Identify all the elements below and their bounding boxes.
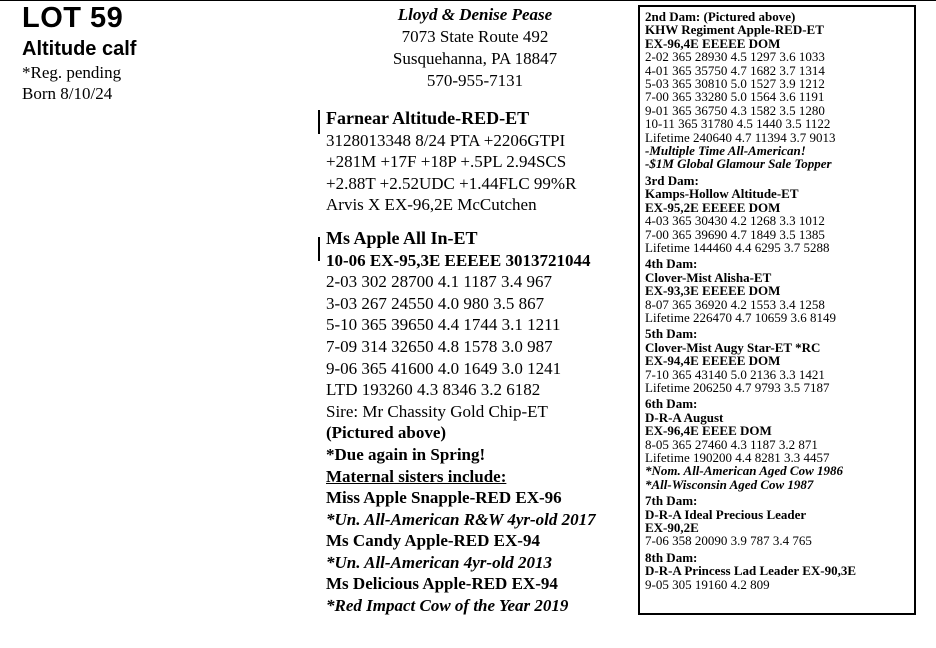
dam-name: D-R-A August: [645, 409, 724, 425]
dam-record: 8-05 365 27460 4.3 1187 3.2 871: [645, 436, 818, 452]
dam-record: 3-03 267 24550 4.0 980 3.5 867: [326, 293, 545, 313]
dam-record: 4-01 365 35750 4.7 1682 3.7 1314: [645, 62, 825, 78]
sister-name: Miss Apple Snapple-RED EX-96: [326, 488, 562, 508]
lot-calf: Altitude calf: [22, 38, 137, 60]
dam-heading: 4th Dam:: [645, 256, 698, 272]
lot-registration: *Reg. pending: [22, 63, 122, 82]
dam-name: Clover-Mist Alisha-ET: [645, 269, 772, 285]
dam-name: KHW Regiment Apple-RED-ET: [645, 22, 824, 38]
dam-record: 7-00 365 39690 4.7 1849 3.5 1385: [645, 226, 825, 242]
dam-record: 2-02 365 28930 4.5 1297 3.6 1033: [645, 49, 825, 65]
dam-heading: 5th Dam:: [645, 326, 698, 342]
sire-line: Arvis X EX-96,2E McCutchen: [326, 195, 537, 215]
dam-record: 2-03 302 28700 4.1 1187 3.4 967: [326, 272, 553, 292]
dam-note: -$1M Global Glamour Sale Topper: [645, 156, 832, 172]
sister-note: *Un. All-American R&W 4yr-old 2017: [326, 509, 596, 529]
dam-classification: EX-94,4E EEEEE DOM: [645, 353, 781, 369]
dam-classification: 10-06 EX-95,3E EEEEE 3013721044: [326, 250, 591, 270]
dam-record: 5-03 365 30810 5.0 1527 3.9 1212: [645, 76, 825, 92]
consignor-address: 7073 State Route 492: [401, 27, 549, 46]
dam-name: D-R-A Ideal Precious Leader: [645, 506, 807, 522]
dam-record: 7-06 358 20090 3.9 787 3.4 765: [645, 533, 812, 549]
dam-lifetime: Lifetime 144460 4.4 6295 3.7 5288: [645, 239, 830, 255]
animal-details: [318, 108, 636, 617]
sire-line: +281M +17F +18P +.5PL 2.94SCS: [326, 152, 567, 172]
dam-classification: EX-96,4E EEEE DOM: [645, 423, 772, 439]
dam-heading: 7th Dam:: [645, 493, 698, 509]
top-rule: [0, 0, 936, 1]
consignor-phone: 570-955-7131: [426, 71, 524, 90]
dam-note: *All-Wisconsin Aged Cow 1987: [645, 476, 814, 492]
consignor-name: Lloyd & Denise Pease: [397, 5, 553, 24]
dam-classification: EX-93,3E EEEEE DOM: [645, 283, 781, 299]
sister-name: Ms Candy Apple-RED EX-94: [326, 531, 540, 551]
dam-pictured: (Pictured above): [326, 423, 447, 443]
dam-record: 9-01 365 36750 4.3 1582 3.5 1280: [645, 102, 825, 118]
dam-name: Kamps-Hollow Altitude-ET: [645, 186, 799, 202]
sister-note: *Red Impact Cow of the Year 2019: [326, 596, 569, 616]
dam-name: D-R-A Princess Lad Leader EX-90,3E: [645, 563, 857, 579]
lot-header: [22, 2, 136, 104]
dam-record: 9-06 365 41600 4.0 1649 3.0 1241: [326, 358, 562, 378]
dam-lifetime: Lifetime 240640 4.7 11394 3.7 9013: [645, 129, 836, 145]
sister-note: *Un. All-American 4yr-old 2013: [326, 552, 553, 572]
dam-note: *Nom. All-American Aged Cow 1986: [645, 463, 844, 479]
sire-line: 3128013348 8/24 PTA +2206GTPI: [326, 130, 566, 150]
dam-record: 4-03 365 30430 4.2 1268 3.3 1012: [645, 213, 825, 229]
lot-number: LOT 59: [22, 2, 124, 34]
dam-record: 8-07 365 36920 4.2 1553 3.4 1258: [645, 296, 825, 312]
dam-heading: 6th Dam:: [645, 396, 698, 412]
sisters-heading: Maternal sisters include:: [326, 466, 507, 486]
lot-born: Born 8/10/24: [22, 84, 113, 103]
dam-lifetime: Lifetime 206250 4.7 9793 3.5 7187: [645, 379, 830, 395]
sire-line: +2.88T +2.52UDC +1.44FLC 99%R: [326, 173, 577, 193]
dam-name: Ms Apple All In-ET: [326, 227, 478, 248]
dam-note: -Multiple Time All-American!: [645, 143, 806, 159]
sire-name: Farnear Altitude-RED-ET: [326, 108, 530, 128]
consignor-city: Susquehanna, PA 18847: [392, 49, 558, 68]
consignor-block: [370, 4, 580, 92]
dam-classification: EX-90,2E: [645, 520, 699, 536]
dam-heading: 8th Dam:: [645, 549, 698, 565]
dam-record: 5-10 365 39650 4.4 1744 3.1 1211: [326, 315, 561, 335]
dam-record: 7-09 314 32650 4.8 1578 3.0 987: [326, 336, 553, 356]
dam-record: 7-10 365 43140 5.0 2136 3.3 1421: [645, 366, 825, 382]
dam-record: 9-05 305 19160 4.2 809: [645, 576, 770, 592]
dam-classification: EX-96,4E EEEEE DOM: [645, 35, 781, 51]
pedigree-box: [638, 5, 916, 615]
dam-record: 10-11 365 31780 4.5 1440 3.5 1122: [645, 116, 831, 132]
dam-due: *Due again in Spring!: [326, 444, 486, 464]
dam-classification: EX-95,2E EEEEE DOM: [645, 199, 781, 215]
dam-heading: 3rd Dam:: [645, 172, 699, 188]
dam-name: Clover-Mist Augy Star-ET *RC: [645, 339, 821, 355]
dam-heading: 2nd Dam: (Pictured above): [645, 9, 796, 24]
dam-lifetime: Lifetime 226470 4.7 10659 3.6 8149: [645, 309, 837, 325]
dam-record: 7-00 365 33280 5.0 1564 3.6 1191: [645, 89, 825, 105]
dam-lifetime: LTD 193260 4.3 8346 3.2 6182: [326, 380, 541, 400]
dam-lifetime: Lifetime 190200 4.4 8281 3.3 4457: [645, 450, 830, 465]
dam-sire: Sire: Mr Chassity Gold Chip-ET: [326, 401, 548, 421]
sister-name: Ms Delicious Apple-RED EX-94: [326, 574, 558, 594]
